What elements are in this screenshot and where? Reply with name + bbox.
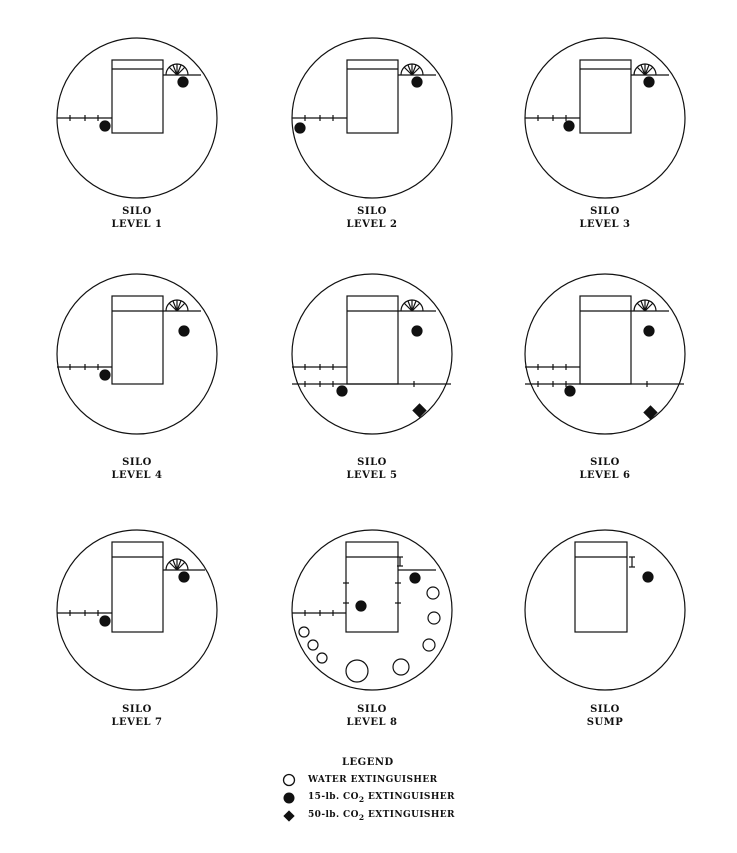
silo-level-1-plan [57,38,217,198]
legend-label-water: WATER EXTINGUISHER [308,775,438,785]
legend-subscript: 2 [358,794,365,804]
water-extinguisher-marker [317,653,327,663]
spiral-stair-icon [634,300,656,311]
co2-15lb-extinguisher-marker [356,601,366,611]
caption-title: SILO [122,704,152,715]
caption-level: LEVEL 4 [111,470,163,481]
water-extinguisher-marker [299,627,309,637]
spiral-stair-icon [634,64,656,75]
spiral-stair-icon [401,64,423,75]
legend-label-co2-50lb-prefix: 50-lb. CO [308,810,359,821]
caption-title: SILO [357,704,387,715]
water-extinguisher-marker [346,660,368,682]
water-extinguisher-marker [308,640,318,650]
legend-label-co2-15lb-suffix: EXTINGUISHER [364,792,455,803]
silo-caption-level-6 [535,456,675,482]
silo-caption-level-1 [67,205,207,231]
silo-caption-level-5 [302,456,442,482]
silo-level-8-plan [292,530,452,690]
water-extinguisher-marker [428,612,440,624]
legend [282,757,502,825]
caption-title: SILO [122,457,152,468]
legend-row-co2-15lb [282,789,502,807]
caption-title: SILO [590,206,620,217]
silo-caption-level-4 [67,456,207,482]
legend-label-co2-50lb [308,810,455,822]
filled-diamond-icon [282,809,296,823]
silo-level-6-plan [525,274,685,434]
caption-title: SILO [357,457,387,468]
co2-15lb-extinguisher-marker [295,123,305,133]
silo-level-4-plan [57,274,217,434]
co2-15lb-extinguisher-marker [644,77,654,87]
legend-label-co2-15lb-prefix: 15-lb. CO [308,792,359,803]
water-extinguisher-marker [427,587,439,599]
co2-15lb-extinguisher-marker [179,572,189,582]
water-extinguisher-marker [393,659,409,675]
caption-title: SILO [122,206,152,217]
silo-level-7-plan [57,530,217,690]
silo-caption-level-8 [302,703,442,729]
caption-level: LEVEL 8 [346,717,398,728]
caption-level: LEVEL 7 [111,717,163,728]
spiral-stair-icon [401,300,423,311]
silo-caption-level-2 [302,205,442,231]
caption-title: SILO [590,457,620,468]
co2-15lb-extinguisher-marker [644,326,654,336]
legend-row-co2-50lb [282,807,502,825]
caption-level: SUMP [586,717,624,728]
co2-15lb-extinguisher-marker [412,77,422,87]
silo-level-3-plan [525,38,685,198]
co2-15lb-extinguisher-marker [410,573,420,583]
co2-15lb-extinguisher-marker [100,616,110,626]
legend-subscript: 2 [358,812,365,822]
water-extinguisher-marker [423,639,435,651]
legend-label-co2-15lb [308,792,455,804]
caption-title: SILO [590,704,620,715]
caption-level: LEVEL 1 [111,219,163,230]
silo-caption-sump [535,703,675,729]
co2-15lb-extinguisher-marker [179,326,189,336]
silo-level-2-plan [292,38,452,198]
spiral-stair-icon [166,300,188,311]
co2-15lb-extinguisher-marker [564,121,574,131]
caption-level: LEVEL 2 [346,219,398,230]
co2-15lb-extinguisher-marker [178,77,188,87]
silo-level-5-plan [292,274,452,434]
co2-15lb-extinguisher-marker [100,370,110,380]
open-circle-icon [282,773,296,787]
legend-label-co2-50lb-suffix: EXTINGUISHER [364,810,455,821]
silo-sump-plan [525,530,685,690]
caption-title: SILO [357,206,387,217]
co2-15lb-extinguisher-marker [565,386,575,396]
co2-15lb-extinguisher-marker [100,121,110,131]
filled-circle-icon [282,791,296,805]
co2-15lb-extinguisher-marker [643,572,653,582]
legend-row-water [282,771,502,789]
co2-15lb-extinguisher-marker [337,386,347,396]
legend-title: LEGEND [342,757,394,768]
caption-level: LEVEL 5 [346,470,398,481]
spiral-stair-icon [166,64,188,75]
caption-level: LEVEL 6 [579,470,631,481]
co2-15lb-extinguisher-marker [412,326,422,336]
silo-caption-level-7 [67,703,207,729]
spiral-stair-icon [166,559,188,570]
silo-caption-level-3 [535,205,675,231]
caption-level: LEVEL 3 [579,219,631,230]
